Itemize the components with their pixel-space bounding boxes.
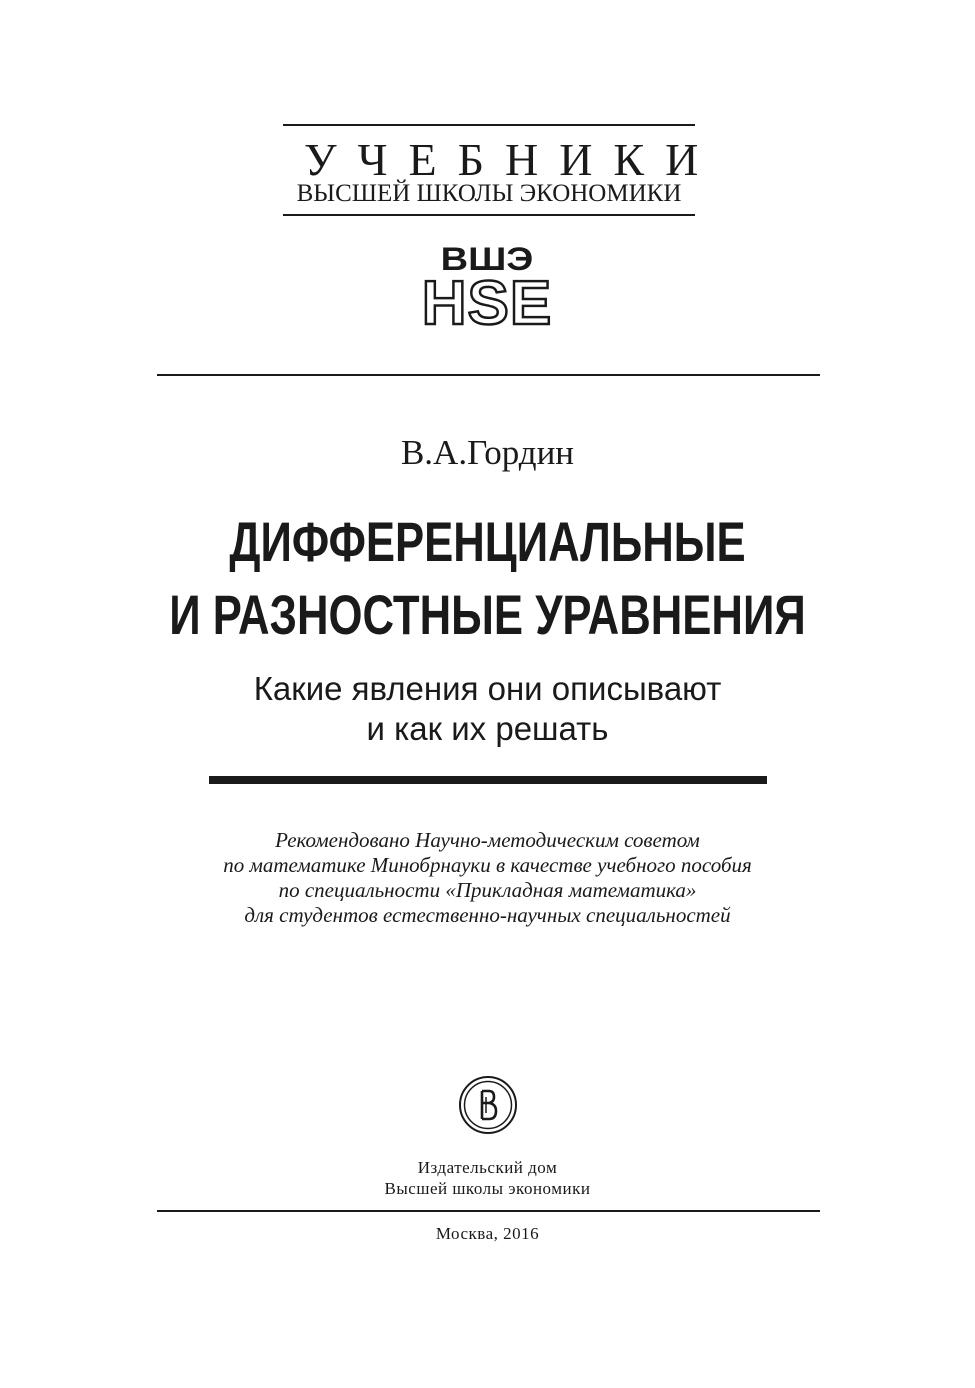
author-name: В.А.Гордин (400, 433, 575, 472)
logo-line-1: ВШЭ (440, 241, 534, 278)
book-title-line-1: ДИФФЕРЕНЦИАЛЬНЫЕ (229, 510, 746, 573)
hse-emblem-icon (458, 1075, 518, 1135)
series-bottom-rule (283, 214, 695, 216)
book-subtitle-line-1: Какие явления они описывают (253, 670, 722, 707)
series-title: УЧЕБНИКИ (304, 134, 720, 185)
recommendation-line-1: Рекомендовано Научно-методическим советом (275, 828, 700, 852)
recommendation-line-4: для студентов естественно-научных специальностей (244, 903, 731, 927)
book-title-line-2: И РАЗНОСТНЫЕ УРАВНЕНИЯ (169, 583, 806, 646)
book-subtitle-line-2: и как их решать (366, 710, 609, 747)
logo-line-2: HSE (421, 269, 553, 336)
publisher-line-1: Издательский дом (417, 1158, 558, 1177)
lower-divider (157, 1210, 820, 1212)
series-top-rule (283, 124, 695, 126)
series-subtitle: ВЫСШЕЙ ШКОЛЫ ЭКОНОМИКИ (296, 180, 682, 207)
title-thick-rule (209, 776, 767, 784)
recommendation-line-3: по специальности «Прикладная математика» (278, 878, 697, 902)
hse-logo-icon (405, 236, 570, 336)
upper-divider (157, 374, 820, 376)
publisher-line-2: Высшей школы экономики (384, 1179, 591, 1198)
city-year: Москва, 2016 (435, 1224, 540, 1243)
recommendation-line-2: по математике Минобрнауки в качестве учебного пособия (223, 853, 752, 877)
